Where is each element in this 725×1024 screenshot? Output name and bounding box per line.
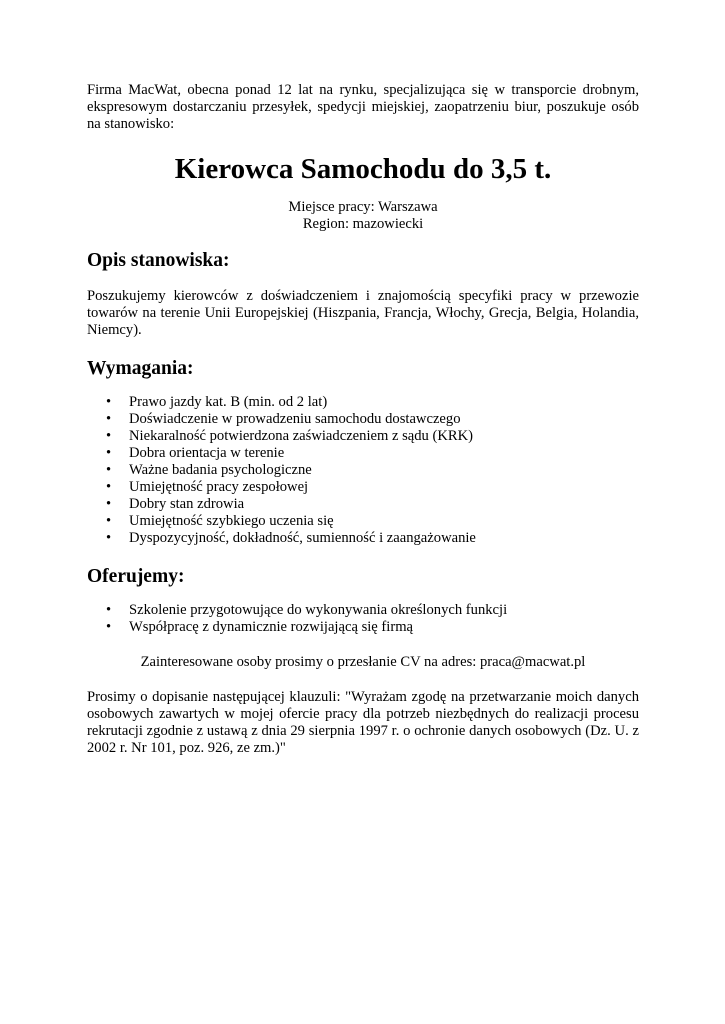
workplace-line: Miejsce pracy: Warszawa [288, 199, 438, 215]
bullet-icon: • [106, 530, 112, 546]
contact-line: Zainteresowane osoby prosimy o przesłanie CV na adres: praca@macwat.pl [140, 654, 586, 670]
requirement-text: Niekaralność potwierdzona zaświadczeniem z sądu (KRK) [129, 428, 474, 444]
offer-list [87, 602, 639, 636]
list-item [87, 530, 639, 547]
bullet-icon: • [106, 411, 112, 427]
list-item [87, 445, 639, 462]
requirement-text: Umiejętność pracy zespołowej [129, 479, 309, 495]
job-title: Kierowca Samochodu do 3,5 t. [174, 153, 552, 185]
description-heading: Opis stanowiska: [87, 250, 230, 271]
bullet-icon: • [106, 513, 112, 529]
list-item [87, 619, 639, 636]
requirement-text: Dobra orientacja w terenie [129, 445, 285, 461]
consent-clause-paragraph: Prosimy o dopisanie następującej klauzuli: "Wyrażam zgodę na przetwarzanie moich danych osobowych zawartych w mojej ofercie pracy dla potrzeb niezbędnych do realizacji procesu rekrutacji zgodnie z ustawą z dnia 29 sierpnia 1997 r. o ochronie danych osobowych (Dz. U. z 2002 r. Nr 101, poz. 926, ze zm.)" [87, 689, 639, 756]
location-block [87, 199, 639, 233]
requirement-text: Dyspozycyjność, dokładność, sumienność i zaangażowanie [129, 530, 476, 546]
offer-heading: Oferujemy: [87, 566, 185, 587]
requirement-text: Doświadczenie w prowadzeniu samochodu dostawczego [129, 411, 461, 427]
list-item [87, 602, 639, 619]
bullet-icon: • [106, 619, 112, 635]
description-paragraph: Poszukujemy kierowców z doświadczeniem i znajomością specyfiki pracy w przewozie towarów na terenie Unii Europejskiej (Hiszpania, Francja, Włochy, Grecja, Belgia, Holandia, Niemcy). [87, 288, 639, 338]
requirement-text: Dobry stan zdrowia [129, 496, 245, 512]
requirements-list [87, 394, 639, 547]
offer-text: Współpracę z dynamicznie rozwijającą się firmą [129, 619, 414, 635]
list-item [87, 496, 639, 513]
bullet-icon: • [106, 602, 112, 618]
bullet-icon: • [106, 394, 112, 410]
bullet-icon: • [106, 479, 112, 495]
bullet-icon: • [106, 462, 112, 478]
requirement-text: Prawo jazdy kat. B (min. od 2 lat) [129, 394, 328, 410]
job-posting-page [87, 82, 639, 757]
region-line: Region: mazowiecki [302, 216, 424, 232]
requirement-text: Umiejętność szybkiego uczenia się [129, 513, 334, 529]
requirements-heading: Wymagania: [87, 358, 194, 379]
bullet-icon: • [106, 496, 112, 512]
intro-paragraph: Firma MacWat, obecna ponad 12 lat na rynku, specjalizująca się w transporcie drobnym, ekspresowym dostarczaniu przesyłek, spedycji miejskiej, zaopatrzeniu biur, poszukuje osób na stanowisko: [87, 82, 639, 132]
offer-text: Szkolenie przygotowujące do wykonywania określonych funkcji [129, 602, 508, 618]
list-item [87, 513, 639, 530]
list-item [87, 479, 639, 496]
list-item [87, 462, 639, 479]
list-item [87, 428, 639, 445]
bullet-icon: • [106, 445, 112, 461]
list-item [87, 411, 639, 428]
list-item [87, 394, 639, 411]
requirement-text: Ważne badania psychologiczne [129, 462, 312, 478]
bullet-icon: • [106, 428, 112, 444]
